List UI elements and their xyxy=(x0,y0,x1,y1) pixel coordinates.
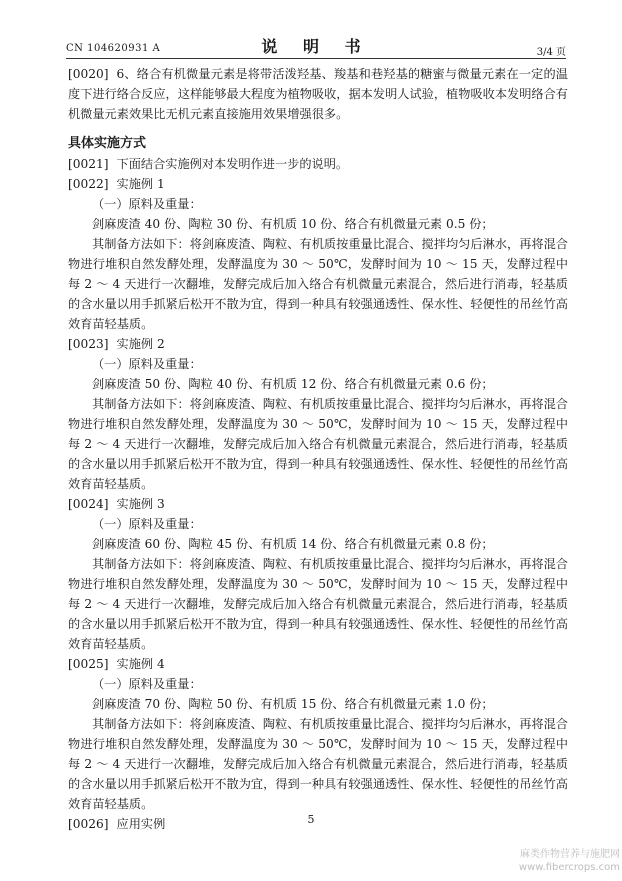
example-1 xyxy=(68,174,568,334)
example-materials: 剑麻废渣 70 份、陶粒 50 份、有机质 15 份、络合有机微量元素 1.0 份； xyxy=(92,697,494,711)
example-heading xyxy=(68,174,568,194)
method-text: 其制备方法如下：将剑麻废渣、陶粒、有机质按重量比混合、搅拌均匀后淋水，再将混合物进行堆积自然发酵处理，发酵温度为 30 ～ 50℃，发酵时间为 10 ～ 15 天，发酵过程中每 2 ～ 4 天进行一次翻堆，发酵完成后加入络合有机微量元素混合，然后进行消毒，轻基质的含水量以用手抓紧后松开不散为宜，得到一种具有较强通透性、保水性、轻便性的吊丝竹高效育苗轻基质。 xyxy=(68,397,568,491)
example-title: 实施例 3 xyxy=(116,497,165,511)
method-text: 其制备方法如下：将剑麻废渣、陶粒、有机质按重量比混合、搅拌均匀后淋水，再将混合物进行堆积自然发酵处理，发酵温度为 30 ～ 50℃，发酵时间为 10 ～ 15 天，发酵过程中每 2 ～ 4 天进行一次翻堆，发酵完成后加入络合有机微量元素混合，然后进行消毒，轻基质的含水量以用手抓紧后松开不散为宜，得到一种具有较强通透性、保水性、轻便性的吊丝竹高效育苗轻基质。 xyxy=(68,557,568,651)
example-title: 实施例 2 xyxy=(116,337,165,351)
patent-number: CN 104620931 A xyxy=(66,43,161,54)
method-text: 其制备方法如下：将剑麻废渣、陶粒、有机质按重量比混合、搅拌均匀后淋水，再将混合物进行堆积自然发酵处理，发酵温度为 30 ～ 50℃，发酵时间为 10 ～ 15 天，发酵过程中每 2 ～ 4 天进行一次翻堆，发酵完成后加入络合有机微量元素混合，然后进行消毒，轻基质的含水量以用手抓紧后松开不散为宜，得到一种具有较强通透性、保水性、轻便性的吊丝竹高效育苗轻基质。 xyxy=(68,717,568,811)
example-subheading: （一）原料及重量： xyxy=(92,357,202,371)
paragraph-0021 xyxy=(68,154,568,174)
example-method xyxy=(68,554,568,654)
paragraph-tag: [0023] xyxy=(68,337,109,351)
paragraph-tag: [0021] xyxy=(68,157,109,171)
example-method xyxy=(68,234,568,334)
example-heading xyxy=(68,654,568,674)
example-heading xyxy=(68,494,568,514)
watermark-line-1: 麻类作物营养与施肥网 xyxy=(520,849,620,860)
example-4 xyxy=(68,654,568,814)
example-title: 实施例 1 xyxy=(116,177,165,191)
paragraph-tag: [0020] xyxy=(68,67,109,81)
paragraph-0020 xyxy=(68,64,568,124)
paragraph-tag: [0025] xyxy=(68,657,109,671)
example-materials: 剑麻废渣 60 份、陶粒 45 份、有机质 14 份、络合有机微量元素 0.8 份； xyxy=(92,537,494,551)
example-subheading: （一）原料及重量： xyxy=(92,197,202,211)
example-title: 实施例 4 xyxy=(116,657,165,671)
paragraph-tag: [0024] xyxy=(68,497,109,511)
paragraph-text: 下面结合实施例对本发明作进一步的说明。 xyxy=(116,157,349,171)
paragraph-tag: [0026] xyxy=(68,817,109,831)
page-number: 5 xyxy=(307,813,315,826)
example-method xyxy=(68,714,568,814)
document-body xyxy=(68,64,568,834)
example-heading xyxy=(68,334,568,354)
example-subheading: （一）原料及重量： xyxy=(92,677,202,691)
example-materials: 剑麻废渣 50 份、陶粒 40 份、有机质 12 份、络合有机微量元素 0.6 份； xyxy=(92,377,494,391)
example-materials: 剑麻废渣 40 份、陶粒 30 份、有机质 10 份、络合有机微量元素 0.5 份； xyxy=(92,217,494,231)
watermark-line-2: www.fibercrops.com xyxy=(518,862,620,873)
paragraph-tag: [0022] xyxy=(68,177,109,191)
example-method xyxy=(68,394,568,494)
paragraph-text: 6、络合有机微量元素是将带活泼羟基、羧基和巷羟基的糖蜜与微量元素在一定的温度下进行络合反应，这样能够最大程度为植物吸收，据本发明人试验，植物吸收本发明络合有机微量元素效果比无机元素直接施用效果增强很多。 xyxy=(68,67,568,121)
example-subheading: （一）原料及重量： xyxy=(92,517,202,531)
document-title: 说 明 书 xyxy=(261,37,371,56)
example-3 xyxy=(68,494,568,654)
method-text: 其制备方法如下：将剑麻废渣、陶粒、有机质按重量比混合、搅拌均匀后淋水，再将混合物进行堆积自然发酵处理，发酵温度为 30 ～ 50℃，发酵时间为 10 ～ 15 天，发酵过程中每 2 ～ 4 天进行一次翻堆，发酵完成后加入络合有机微量元素混合，然后进行消毒，轻基质的含水量以用手抓紧后松开不散为宜，得到一种具有较强通透性、保水性、轻便性的吊丝竹高效育苗轻基质。 xyxy=(68,237,568,331)
example-2 xyxy=(68,334,568,494)
paragraph-text: 应用实例 xyxy=(116,817,166,831)
section-title: 具体实施方式 xyxy=(68,136,147,151)
site-watermark xyxy=(470,848,620,874)
page-indicator: 3/4 页 xyxy=(536,47,566,58)
page-header xyxy=(66,34,566,59)
